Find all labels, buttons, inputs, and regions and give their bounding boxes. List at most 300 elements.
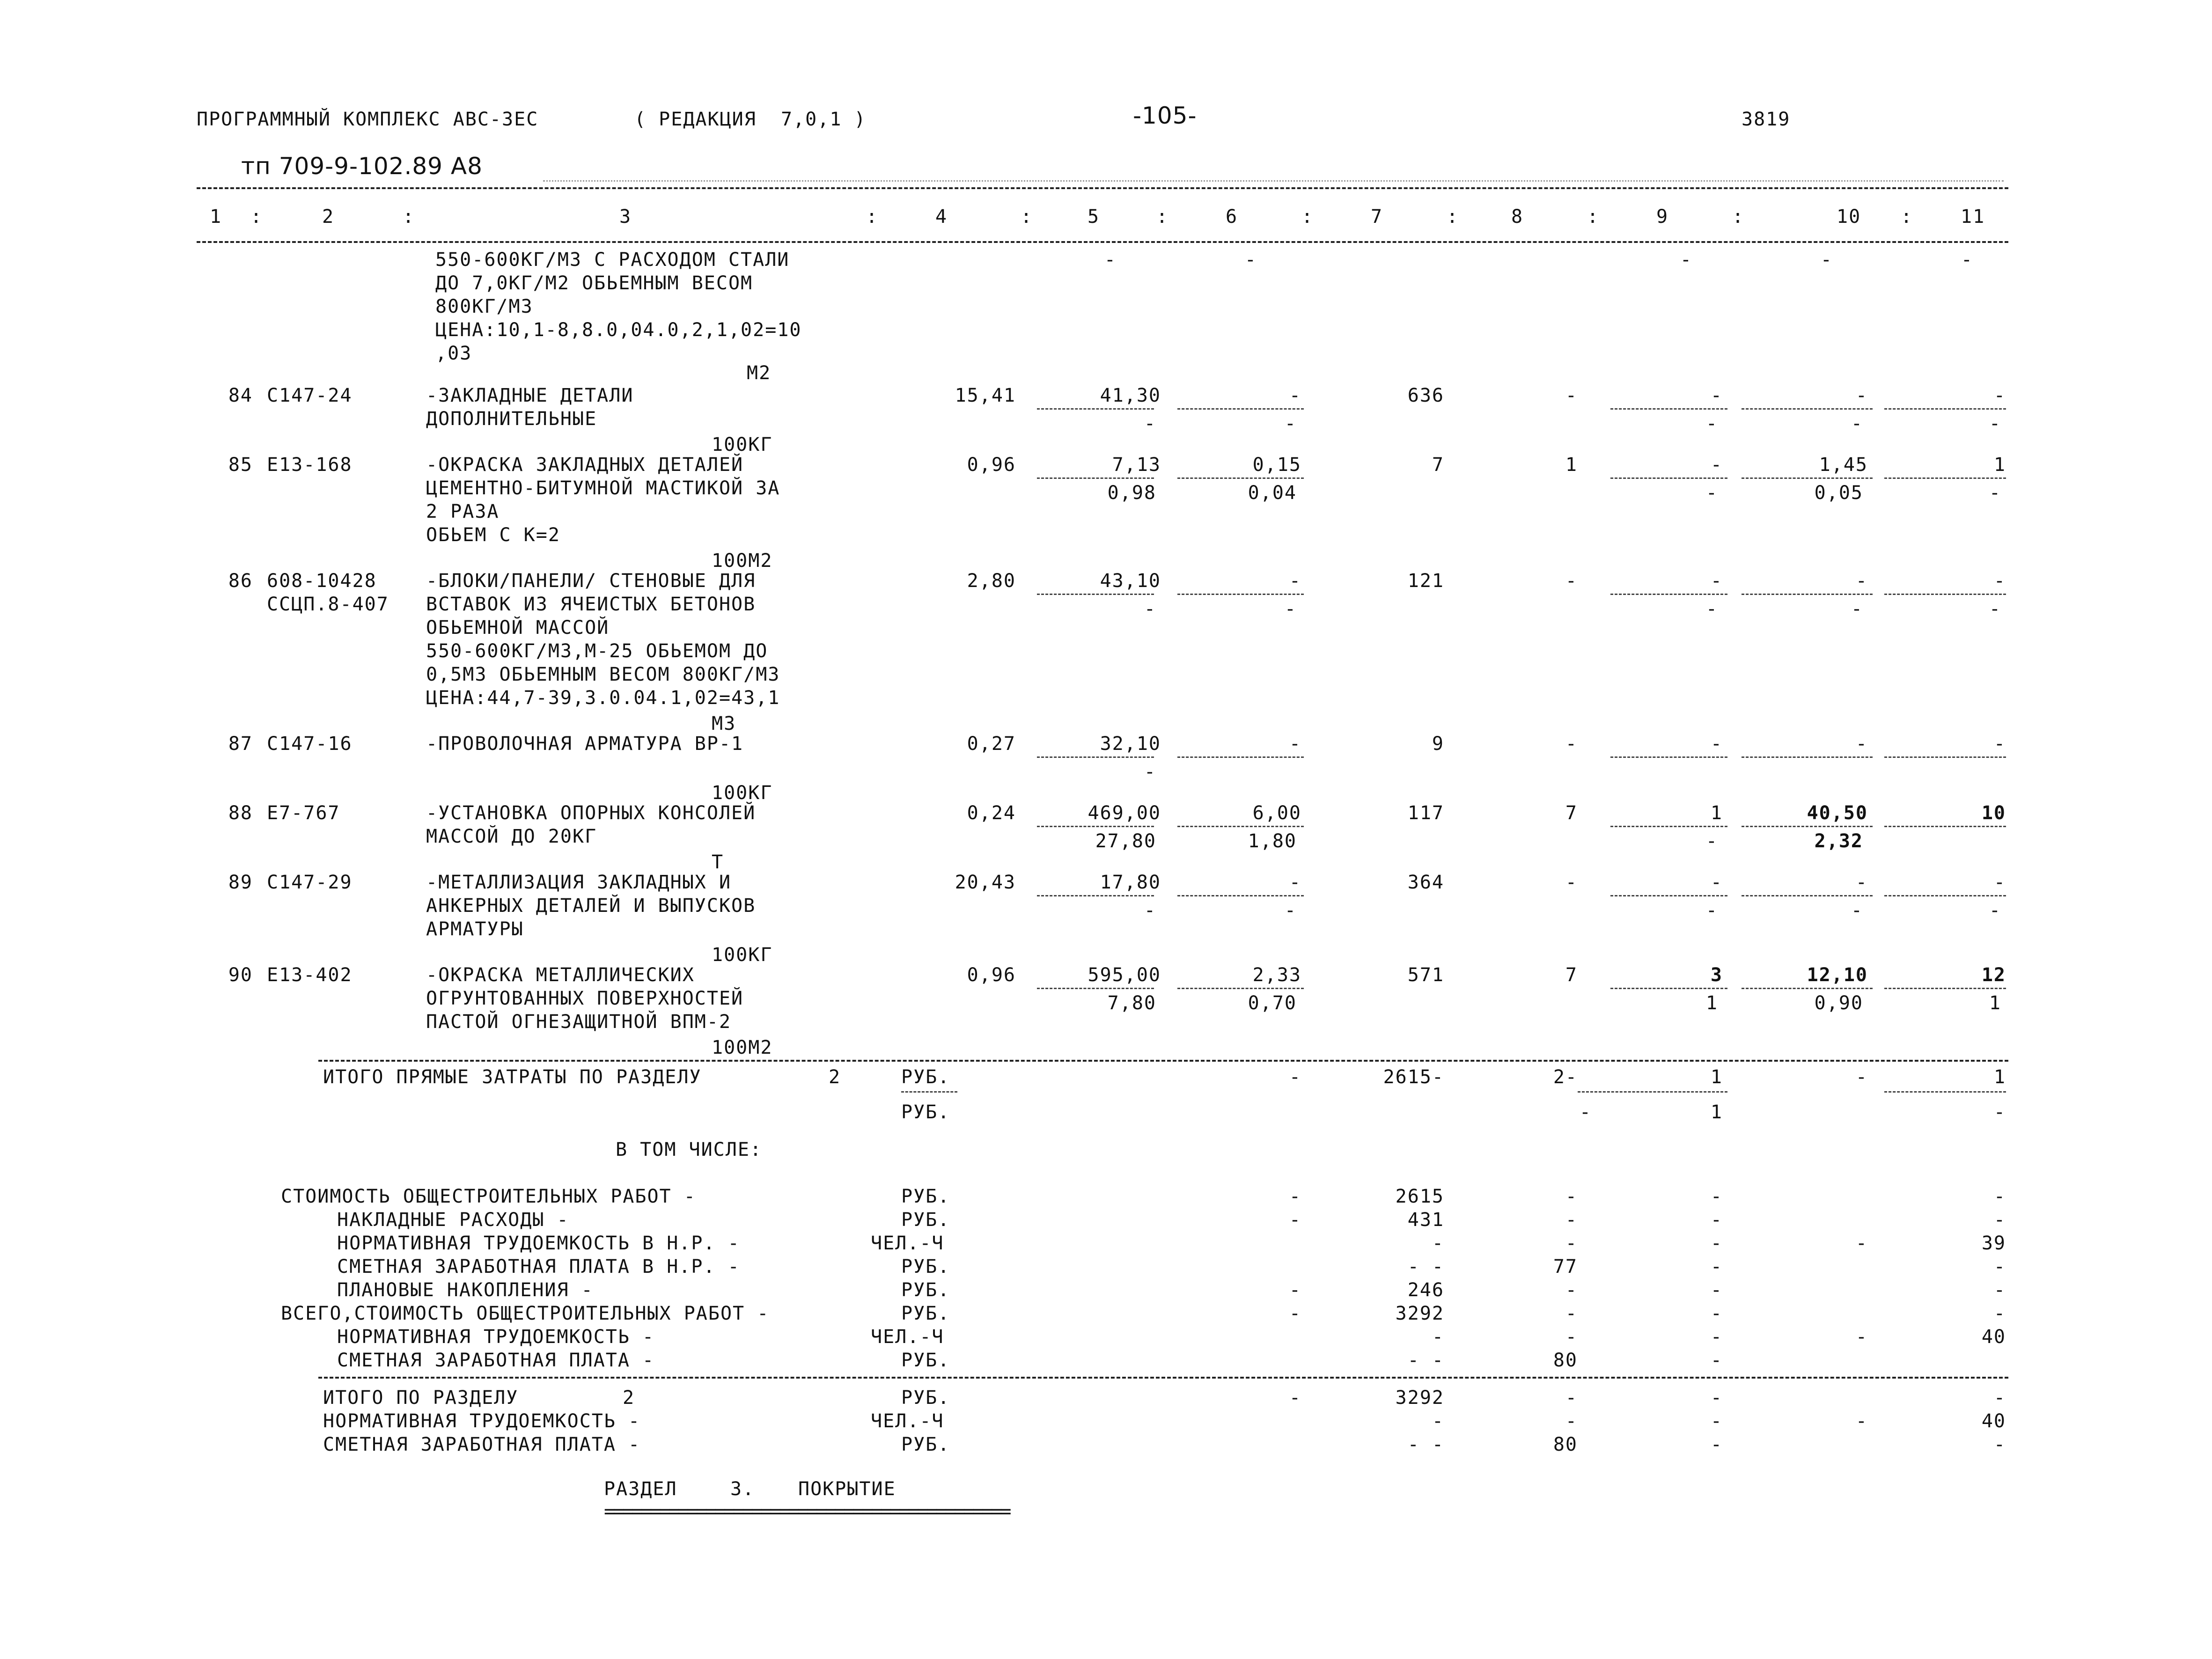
row-value-c5: 7,13 (1112, 454, 1161, 476)
row-subtotal-rule-5 (1037, 408, 1154, 410)
row-subtotal-rule-10 (1742, 408, 1873, 410)
row-subtotal-rule-6 (1177, 988, 1304, 989)
row-second-value-c5: - (1144, 900, 1156, 921)
row-subtotal-rule-5 (1037, 594, 1154, 595)
summary-c9: - (1710, 1326, 1723, 1348)
section-total-c6: - (1289, 1387, 1301, 1409)
row-second-value-c10: - (1851, 413, 1863, 434)
carryover-description-line: ДО 7,0КГ/М2 ОБЬЕМНЫМ ВЕСОМ (435, 272, 753, 294)
row-description-line: ОБЬЕМ С К=2 (426, 524, 560, 546)
row-value-c7: 7 (1432, 454, 1444, 476)
row-description-line: ПАСТОЙ ОГНЕЗАЩИТНОЙ ВПМ-2 (426, 1011, 732, 1033)
section-total-label: СМЕТНАЯ ЗАРАБОТНАЯ ПЛАТА - (323, 1434, 641, 1455)
row-value-c6: - (1289, 872, 1301, 893)
summary-c9: - (1710, 1209, 1723, 1231)
direct-total-section: 2 (829, 1066, 841, 1088)
summary-unit: РУБ. (901, 1209, 950, 1231)
column-separator: : (403, 206, 415, 228)
row-value-c4: 20,43 (955, 872, 1016, 893)
row-second-value-c5: 27,80 (1095, 830, 1156, 852)
summary-c7: 246 (1407, 1279, 1444, 1301)
row-value-c4: 0,24 (967, 802, 1016, 824)
row-unit: 100КГ (712, 434, 773, 455)
section-total-c8: 80 (1553, 1434, 1578, 1455)
row-subtotal-rule-9 (1610, 756, 1727, 758)
section-total-label: НОРМАТИВНАЯ ТРУДОЕМКОСТЬ - (323, 1410, 641, 1432)
row-subtotal-rule-9 (1610, 826, 1727, 827)
row-value-c10: - (1855, 570, 1868, 592)
section-total-unit: РУБ. (901, 1387, 950, 1409)
summary-c11: - (1993, 1256, 2006, 1277)
row-value-c11: 10 (1981, 802, 2006, 824)
summary-c8: - (1565, 1279, 1578, 1301)
row-description-line: -МЕТАЛЛИЗАЦИЯ ЗАКЛАДНЫХ И (426, 872, 732, 893)
row-value-c8: - (1565, 385, 1578, 406)
row-value-c10: - (1855, 385, 1868, 406)
column-separator: : (1301, 206, 1314, 228)
including-label: В ТОМ ЧИСЛЕ: (616, 1139, 762, 1160)
row-value-c7: 636 (1407, 385, 1444, 406)
column-number-5: 5 (1088, 206, 1100, 228)
row-value-c7: 364 (1407, 872, 1444, 893)
carryover-dash-10: - (1820, 249, 1833, 271)
row-value-c10: 1,45 (1819, 454, 1868, 476)
row-subtotal-rule-5 (1037, 895, 1154, 896)
section-divider (318, 1060, 2008, 1062)
carryover-dash-6: - (1244, 249, 1257, 271)
carryover-unit: М2 (747, 362, 772, 384)
row-second-value-c9: - (1705, 598, 1718, 620)
row-value-c6: 2,33 (1252, 964, 1301, 986)
direct-total-c11b: - (1993, 1101, 2006, 1123)
row-second-value-c6: - (1284, 598, 1297, 620)
row-second-value-c5: - (1144, 413, 1156, 434)
carryover-description-line: 800КГ/М3 (435, 296, 533, 317)
column-separator: : (1901, 206, 1913, 228)
row-subtotal-rule-6 (1177, 477, 1304, 479)
row-value-c8: 1 (1565, 454, 1578, 476)
summary-c8: - (1565, 1186, 1578, 1207)
row-value-c7: 571 (1407, 964, 1444, 986)
row-subtotal-rule-5 (1037, 826, 1154, 827)
row-description-line: ДОПОЛНИТЕЛЬНЫЕ (426, 408, 597, 430)
column-number-2: 2 (322, 206, 335, 228)
row-second-value-c10: - (1851, 598, 1863, 620)
direct-total-c11: 1 (1993, 1066, 2006, 1088)
section-total-c7: - (1432, 1410, 1444, 1432)
row-unit: 100КГ (712, 944, 773, 966)
header-bottom-rule (197, 241, 2008, 243)
row-subtotal-rule-10 (1742, 756, 1873, 758)
summary-label: НОРМАТИВНАЯ ТРУДОЕМКОСТЬ В Н.Р. - (337, 1233, 740, 1254)
row-subtotal-rule-6 (1177, 408, 1304, 410)
section-total-c7: - - (1407, 1434, 1444, 1455)
summary-c8: - (1565, 1303, 1578, 1324)
row-subtotal-rule-10 (1742, 988, 1873, 989)
row-second-value-c9: - (1705, 900, 1718, 921)
row-subtotal-rule-11 (1884, 756, 2006, 758)
summary-label: СТОИМОСТЬ ОБЩЕСТРОИТЕЛЬНЫХ РАБОТ - (281, 1186, 696, 1207)
row-value-c5: 595,00 (1088, 964, 1161, 986)
row-code: 608-10428 (267, 570, 377, 592)
summary-c9: - (1710, 1233, 1723, 1254)
row-subtotal-rule-5 (1037, 988, 1154, 989)
column-separator: : (866, 206, 879, 228)
row-subtotal-rule-6 (1177, 895, 1304, 896)
direct-total-c7: 2615- (1383, 1066, 1444, 1088)
row-second-value-c11: - (1989, 413, 2001, 434)
column-separator: : (1447, 206, 1459, 228)
row-value-c6: - (1289, 385, 1301, 406)
row-unit: Т (712, 852, 724, 873)
row-value-c10: 40,50 (1807, 802, 1868, 824)
document-id-handwritten: тп 709-9-102.89 А8 (241, 153, 483, 180)
row-value-c5: 17,80 (1100, 872, 1161, 893)
section-total-c7: 3292 (1395, 1387, 1444, 1409)
carryover-dash-9: - (1680, 249, 1692, 271)
row-second-value-c6: 0,04 (1248, 482, 1297, 504)
direct-total-c9b: 1 (1710, 1101, 1723, 1123)
row-second-value-c9: - (1705, 830, 1718, 852)
row-second-value-c6: - (1284, 900, 1297, 921)
row-description-line: -ОКРАСКА ЗАКЛАДНЫХ ДЕТАЛЕЙ (426, 454, 744, 476)
row-value-c9: - (1710, 872, 1723, 893)
row-value-c8: 7 (1565, 964, 1578, 986)
next-section-number: 3. (730, 1478, 755, 1500)
summary-unit: ЧЕЛ.-Ч (871, 1233, 944, 1254)
row-code: С147-24 (267, 385, 353, 406)
row-value-c11: 1 (1993, 454, 2006, 476)
row-second-value-c9: 1 (1705, 992, 1718, 1014)
program-title: ПРОГРАММНЫЙ КОМПЛЕКС АВС-3ЕС (197, 109, 539, 130)
document-code: 3819 (1742, 109, 1791, 130)
row-description-line: -ПРОВОЛОЧНАЯ АРМАТУРА ВР-1 (426, 733, 744, 755)
row-subtotal-rule-9 (1610, 408, 1727, 410)
row-subtotal-rule-11 (1884, 895, 2006, 896)
row-subtotal-rule-6 (1177, 594, 1304, 595)
row-subtotal-rule-10 (1742, 594, 1873, 595)
row-value-c5: 41,30 (1100, 385, 1161, 406)
summary-c7: - - (1407, 1256, 1444, 1277)
row-second-value-c5: - (1144, 761, 1156, 783)
row-description-line: -ОКРАСКА МЕТАЛЛИЧЕСКИХ (426, 964, 695, 986)
row-value-c6: - (1289, 733, 1301, 755)
row-value-c11: - (1993, 385, 2006, 406)
summary-c8: 77 (1553, 1256, 1578, 1277)
row-second-value-c9: - (1705, 482, 1718, 504)
row-code: С147-29 (267, 872, 353, 893)
row-value-c4: 0,96 (967, 964, 1016, 986)
section-total-c10: - (1855, 1410, 1868, 1432)
row-value-c6: 6,00 (1252, 802, 1301, 824)
next-section-title: ПОКРЫТИЕ (798, 1478, 896, 1500)
row-subtotal-rule-10 (1742, 477, 1873, 479)
direct-total-c6: - (1289, 1066, 1301, 1088)
column-number-11: 11 (1961, 206, 1985, 228)
summary-c9: - (1710, 1350, 1723, 1371)
summary-label: ВСЕГО,СТОИМОСТЬ ОБЩЕСТРОИТЕЛЬНЫХ РАБОТ - (281, 1303, 770, 1324)
row-value-c9: - (1710, 454, 1723, 476)
row-number: 85 (228, 454, 253, 476)
summary-label: СМЕТНАЯ ЗАРАБОТНАЯ ПЛАТА В Н.Р. - (337, 1256, 740, 1277)
header-top-rule (197, 187, 2008, 189)
column-number-1: 1 (210, 206, 222, 228)
direct-total-c8b: - (1579, 1101, 1592, 1123)
row-second-value-c11: 1 (1989, 992, 2001, 1014)
column-separator: : (1156, 206, 1169, 228)
summary-unit: РУБ. (901, 1186, 950, 1207)
summary-unit: РУБ. (901, 1256, 950, 1277)
row-second-value-c11: - (1989, 598, 2001, 620)
column-number-4: 4 (935, 206, 948, 228)
row-subtotal-rule-6 (1177, 826, 1304, 827)
row-description-line: -БЛОКИ/ПАНЕЛИ/ СТЕНОВЫЕ ДЛЯ (426, 570, 756, 592)
row-number: 84 (228, 385, 253, 406)
row-subtotal-rule-5 (1037, 756, 1154, 758)
section-total-c11: 40 (1981, 1410, 2006, 1432)
summary-unit: РУБ. (901, 1279, 950, 1301)
summary-c10: - (1855, 1233, 1868, 1254)
section-total-c8: - (1565, 1410, 1578, 1432)
row-description-line: 550-600КГ/М3,М-25 ОБЬЕМОМ ДО (426, 640, 768, 662)
summary-unit: РУБ. (901, 1350, 950, 1371)
row-value-c10: - (1855, 733, 1868, 755)
summary-c7: 2615 (1395, 1186, 1444, 1207)
row-number: 89 (228, 872, 253, 893)
row-second-value-c10: 2,32 (1814, 830, 1863, 852)
summary-c7: 3292 (1395, 1303, 1444, 1324)
direct-total-c8: 2- (1553, 1066, 1578, 1088)
row-value-c5: 32,10 (1100, 733, 1161, 755)
summary-c11: - (1993, 1209, 2006, 1231)
summary-c7: 431 (1407, 1209, 1444, 1231)
row-value-c7: 9 (1432, 733, 1444, 755)
summary-c8: - (1565, 1233, 1578, 1254)
row-subtotal-rule-10 (1742, 895, 1873, 896)
row-description-line: ЦЕНА:44,7-39,3.0.04.1,02=43,1 (426, 687, 780, 709)
section-total-unit: РУБ. (901, 1434, 950, 1455)
row-subtotal-rule-9 (1610, 895, 1727, 896)
row-description-line: ВСТАВОК ИЗ ЯЧЕИСТЫХ БЕТОНОВ (426, 594, 756, 615)
row-value-c9: 1 (1710, 802, 1723, 824)
column-number-9: 9 (1656, 206, 1669, 228)
row-code: Е13-168 (267, 454, 353, 476)
section-total-unit: ЧЕЛ.-Ч (871, 1410, 944, 1432)
row-unit: М3 (712, 713, 736, 734)
row-subtotal-rule-6 (1177, 756, 1304, 758)
row-value-c5: 469,00 (1088, 802, 1161, 824)
column-number-6: 6 (1226, 206, 1238, 228)
next-section-underline: ============================================ (604, 1501, 1010, 1522)
row-value-c8: 7 (1565, 802, 1578, 824)
row-code-secondary: ССЦП.8-407 (267, 594, 389, 615)
summary-c9: - (1710, 1303, 1723, 1324)
row-subtotal-rule-11 (1884, 826, 2006, 827)
summary-unit: РУБ. (901, 1303, 950, 1324)
row-value-c7: 121 (1407, 570, 1444, 592)
row-subtotal-rule-10 (1742, 826, 1873, 827)
row-description-line: ОГРУНТОВАННЫХ ПОВЕРХНОСТЕЙ (426, 988, 744, 1009)
row-unit: 100КГ (712, 782, 773, 804)
summary-bottom-rule (318, 1377, 2008, 1379)
summary-c9: - (1710, 1279, 1723, 1301)
row-value-c9: - (1710, 733, 1723, 755)
row-description-line: АРМАТУРЫ (426, 918, 524, 940)
row-value-c7: 117 (1407, 802, 1444, 824)
column-number-7: 7 (1371, 206, 1383, 228)
direct-total-unit: РУБ. (901, 1066, 950, 1088)
row-value-c9: - (1710, 385, 1723, 406)
summary-unit: ЧЕЛ.-Ч (871, 1326, 944, 1348)
carryover-description-line: ЦЕНА:10,1-8,8.0,04.0,2,1,02=10 (435, 319, 802, 341)
summary-c10: - (1855, 1326, 1868, 1348)
edition-label: ( РЕДАКЦИЯ 7,0,1 ) (634, 109, 867, 130)
row-second-value-c11: - (1989, 482, 2001, 504)
summary-c6: - (1289, 1186, 1301, 1207)
row-second-value-c10: - (1851, 900, 1863, 921)
column-number-8: 8 (1511, 206, 1524, 228)
summary-c7: - (1432, 1326, 1444, 1348)
header-dotted-rule (543, 180, 2004, 182)
row-description-line: ЦЕМЕНТНО-БИТУМНОЙ МАСТИКОЙ ЗА (426, 477, 780, 499)
row-value-c4: 15,41 (955, 385, 1016, 406)
row-subtotal-rule-9 (1610, 988, 1727, 989)
row-unit: 100М2 (712, 550, 773, 572)
row-value-c6: 0,15 (1252, 454, 1301, 476)
row-code: С147-16 (267, 733, 353, 755)
summary-c11: 40 (1981, 1326, 2006, 1348)
summary-c11: - (1993, 1303, 2006, 1324)
direct-total-c9: 1 (1710, 1066, 1723, 1088)
summary-c11: - (1993, 1186, 2006, 1207)
summary-c7: - - (1407, 1350, 1444, 1371)
row-number: 88 (228, 802, 253, 824)
row-description-line: АНКЕРНЫХ ДЕТАЛЕЙ И ВЫПУСКОВ (426, 895, 756, 917)
row-second-value-c6: - (1284, 413, 1297, 434)
row-unit: 100М2 (712, 1037, 773, 1058)
row-value-c11: - (1993, 570, 2006, 592)
summary-label: ПЛАНОВЫЕ НАКОПЛЕНИЯ - (337, 1279, 594, 1301)
summary-label: СМЕТНАЯ ЗАРАБОТНАЯ ПЛАТА - (337, 1350, 655, 1371)
summary-c11: 39 (1981, 1233, 2006, 1254)
carryover-description-line: 550-600КГ/М3 С РАСХОДОМ СТАЛИ (435, 249, 790, 271)
row-description-line: -УСТАНОВКА ОПОРНЫХ КОНСОЛЕЙ (426, 802, 756, 824)
row-value-c8: - (1565, 872, 1578, 893)
row-value-c4: 0,96 (967, 454, 1016, 476)
row-second-value-c5: 0,98 (1107, 482, 1156, 504)
row-second-value-c6: 0,70 (1248, 992, 1297, 1014)
row-number: 86 (228, 570, 253, 592)
row-value-c4: 0,27 (967, 733, 1016, 755)
column-number-10: 10 (1837, 206, 1861, 228)
row-value-c8: - (1565, 570, 1578, 592)
row-value-c8: - (1565, 733, 1578, 755)
column-separator: : (1732, 206, 1745, 228)
section-total-label: ИТОГО ПО РАЗДЕЛУ (323, 1387, 519, 1409)
row-subtotal-rule-9 (1610, 477, 1727, 479)
row-second-value-c5: 7,80 (1107, 992, 1156, 1014)
row-number: 90 (228, 964, 253, 986)
column-separator: : (1021, 206, 1033, 228)
section-total-c9: - (1710, 1410, 1723, 1432)
summary-c8: 80 (1553, 1350, 1578, 1371)
row-description-line: 2 РАЗА (426, 501, 500, 522)
row-value-c11: - (1993, 733, 2006, 755)
row-code: Е7-767 (267, 802, 340, 824)
summary-c6: - (1289, 1279, 1301, 1301)
direct-total-rule (901, 1091, 957, 1093)
row-value-c6: - (1289, 570, 1301, 592)
row-second-value-c5: - (1144, 598, 1156, 620)
direct-total-unit-2: РУБ. (901, 1101, 950, 1123)
direct-total-c10: - (1855, 1066, 1868, 1088)
page-number: -105- (1133, 102, 1197, 129)
row-value-c5: 43,10 (1100, 570, 1161, 592)
summary-label: НОРМАТИВНАЯ ТРУДОЕМКОСТЬ - (337, 1326, 655, 1348)
column-separator: : (250, 206, 263, 228)
row-second-value-c9: - (1705, 413, 1718, 434)
row-second-value-c6: 1,80 (1248, 830, 1297, 852)
row-value-c11: - (1993, 872, 2006, 893)
section-total-c9: - (1710, 1387, 1723, 1409)
row-second-value-c10: 0,05 (1814, 482, 1863, 504)
summary-c11: - (1993, 1279, 2006, 1301)
row-subtotal-rule-11 (1884, 988, 2006, 989)
row-subtotal-rule-5 (1037, 477, 1154, 479)
summary-c8: - (1565, 1326, 1578, 1348)
direct-total-rule-9 (1578, 1091, 1727, 1093)
row-second-value-c10: 0,90 (1814, 992, 1863, 1014)
row-value-c9: 3 (1710, 964, 1723, 986)
summary-c7: - (1432, 1233, 1444, 1254)
direct-total-label: ИТОГО ПРЯМЫЕ ЗАТРАТЫ ПО РАЗДЕЛУ (323, 1066, 702, 1088)
next-section-label: РАЗДЕЛ (604, 1478, 677, 1500)
row-description-line: 0,5М3 ОБЬЕМНЫМ ВЕСОМ 800КГ/М3 (426, 664, 780, 685)
row-code: Е13-402 (267, 964, 353, 986)
summary-label: НАКЛАДНЫЕ РАСХОДЫ - (337, 1209, 569, 1231)
carryover-dash-11: - (1961, 249, 1973, 271)
row-value-c10: 12,10 (1807, 964, 1868, 986)
section-total-c11: - (1993, 1434, 2006, 1455)
row-subtotal-rule-11 (1884, 408, 2006, 410)
row-subtotal-rule-11 (1884, 477, 2006, 479)
summary-c9: - (1710, 1186, 1723, 1207)
row-description-line: ОБЬЕМНОЙ МАССОЙ (426, 617, 610, 639)
direct-total-rule-11 (1884, 1091, 2006, 1093)
column-number-3: 3 (619, 206, 632, 228)
row-subtotal-rule-11 (1884, 594, 2006, 595)
carryover-dash-5: - (1104, 249, 1117, 271)
row-value-c11: 12 (1981, 964, 2006, 986)
row-number: 87 (228, 733, 253, 755)
row-value-c4: 2,80 (967, 570, 1016, 592)
row-description-line: МАССОЙ ДО 20КГ (426, 826, 597, 847)
summary-c9: - (1710, 1256, 1723, 1277)
section-total-c9: - (1710, 1434, 1723, 1455)
section-total-c8: - (1565, 1387, 1578, 1409)
row-description-line: -ЗАКЛАДНЫЕ ДЕТАЛИ (426, 385, 634, 406)
summary-c6: - (1289, 1209, 1301, 1231)
row-value-c9: - (1710, 570, 1723, 592)
section-total-number: 2 (623, 1387, 635, 1409)
summary-c8: - (1565, 1209, 1578, 1231)
section-total-c11: - (1993, 1387, 2006, 1409)
summary-c6: - (1289, 1303, 1301, 1324)
carryover-description-line: ,03 (435, 343, 472, 364)
row-subtotal-rule-9 (1610, 594, 1727, 595)
row-second-value-c11: - (1989, 900, 2001, 921)
row-value-c10: - (1855, 872, 1868, 893)
